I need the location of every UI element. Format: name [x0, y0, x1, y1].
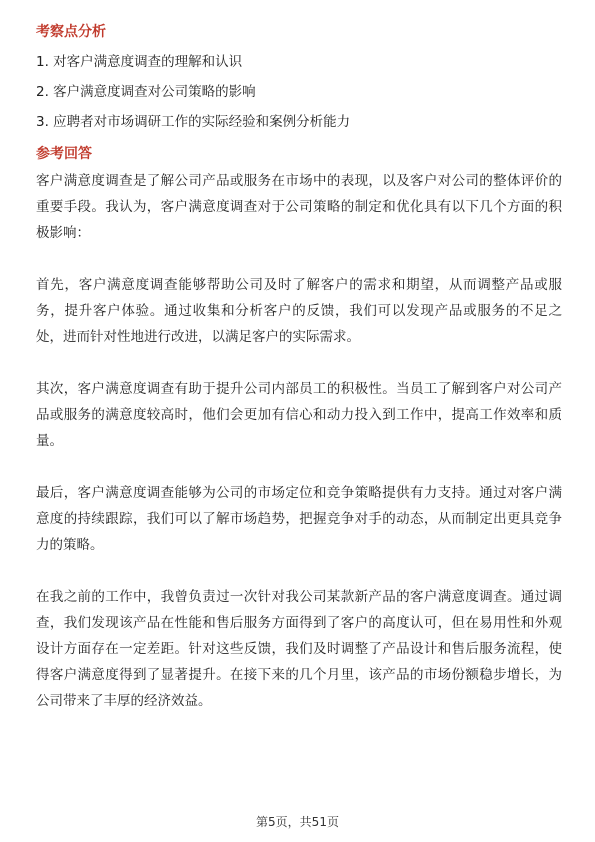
answer-paragraph-experience: 在我之前的工作中，我曾负责过一次针对我公司某款新产品的客户满意度调查。通过调查，我们发现该产品在性能和售后服务方面得到了客户的高度认可，但在易用性和外观设计方面存在一定差距。针对这些反馈，我们及时调整了产品设计和售后服务流程，使得客户满意度得到了显著提升。在接下来的几个月里，该产品的市场份额稳步增长，为公司带来了丰厚的经济效益。 — [36, 589, 562, 709]
analysis-item-1: 1. 对客户满意度调查的理解和认识 — [36, 54, 243, 70]
answer-paragraph-second: 其次，客户满意度调查有助于提升公司内部员工的积极性。当员工了解到客户对公司产品或服务的满意度较高时，他们会更加有信心和动力投入到工作中，提高工作效率和质量。 — [36, 381, 562, 449]
answer-body — [36, 168, 562, 714]
answer-paragraph-first: 首先，客户满意度调查能够帮助公司及时了解客户的需求和期望，从而调整产品或服务，提升客户体验。通过收集和分析客户的反馈，我们可以发现产品或服务的不足之处，进而针对性地进行改进，以满足客户的实际需求。 — [36, 277, 562, 345]
answer-heading: 参考回答 — [36, 146, 92, 162]
answer-paragraph-intro: 客户满意度调查是了解公司产品或服务在市场中的表现，以及客户对公司的整体评价的重要手段。我认为，客户满意度调查对于公司策略的制定和优化具有以下几个方面的积极影响： — [36, 173, 562, 241]
page-content — [36, 22, 562, 714]
analysis-item-3: 3. 应聘者对市场调研工作的实际经验和案例分析能力 — [36, 114, 351, 130]
analysis-heading: 考察点分析 — [36, 24, 106, 40]
answer-paragraph-last: 最后，客户满意度调查能够为公司的市场定位和竞争策略提供有力支持。通过对客户满意度的持续跟踪，我们可以了解市场趋势，把握竞争对手的动态，从而制定出更具竞争力的策略。 — [36, 485, 562, 553]
page-number: 第5页，共51页 — [256, 815, 339, 829]
analysis-item-2: 2. 客户满意度调查对公司策略的影响 — [36, 84, 256, 100]
analysis-list — [36, 52, 562, 132]
